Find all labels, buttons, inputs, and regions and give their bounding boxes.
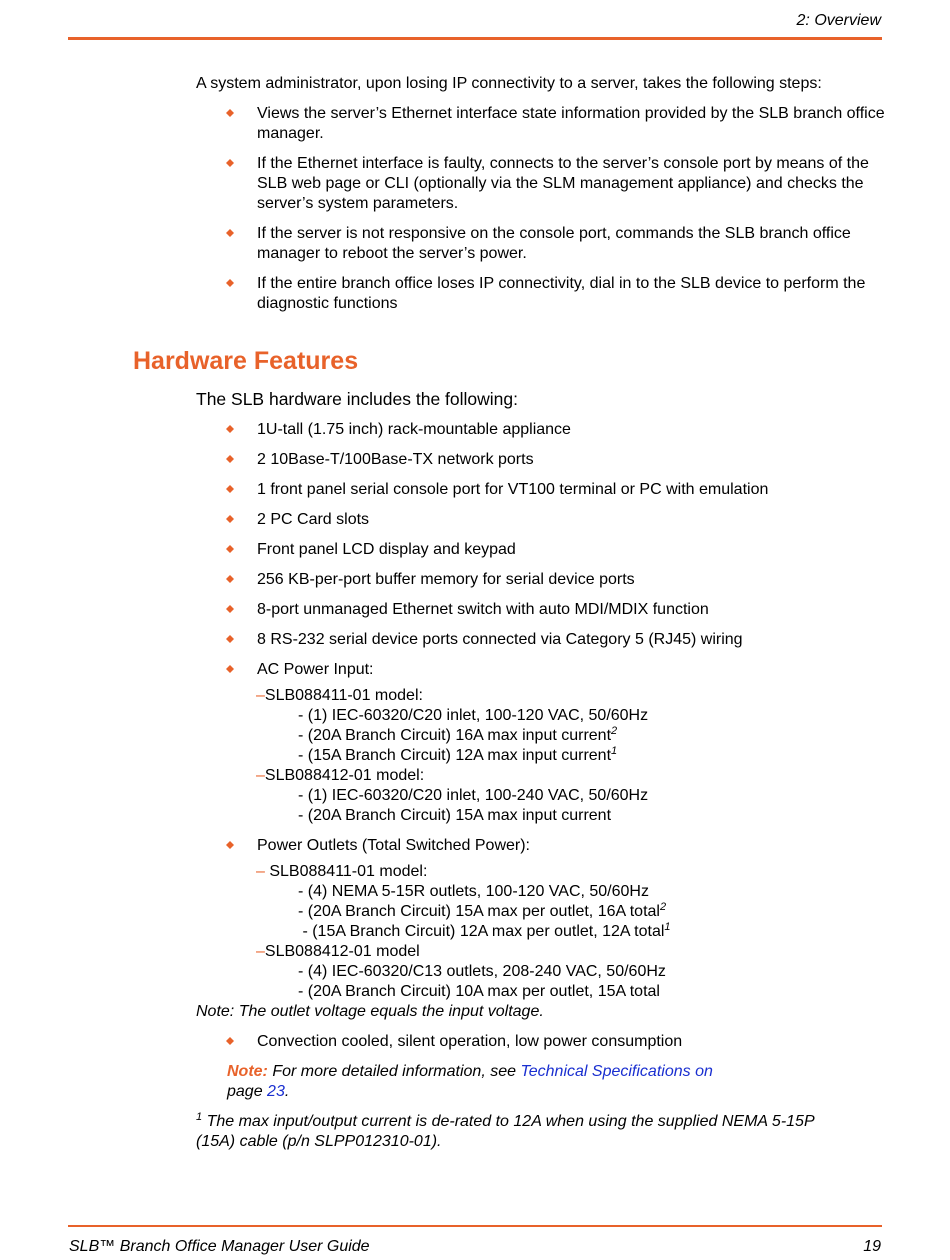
model-name: SLB088412-01 model: — [264, 767, 425, 784]
page-prefix: page — [227, 1083, 268, 1100]
spec-line — [257, 746, 886, 766]
diamond-bullet-icon — [226, 605, 234, 613]
spec-text: - (1) IEC-60320/C20 inlet, 100-120 VAC, 50/60Hz — [298, 707, 649, 724]
list-item — [257, 274, 886, 314]
feature-text: 2 10Base-T/100Base-TX network ports — [257, 451, 534, 468]
diamond-bullet-icon — [226, 455, 234, 463]
step-text: If the server is not responsive on the console port, commands the SLB branch office manager to reboot the server’s power. — [257, 225, 851, 262]
diamond-bullet-icon — [226, 1037, 234, 1045]
model-name: SLB088411-01 model: — [264, 687, 423, 704]
intro-section — [196, 74, 886, 324]
outlet-voltage-note: Note: The outlet voltage equals the input voltage. — [196, 1003, 544, 1020]
feature-text: Convection cooled, silent operation, low power consumption — [257, 1033, 683, 1050]
dash-marker: – — [256, 943, 265, 960]
footnote — [196, 1112, 836, 1152]
model-name-line — [257, 942, 886, 962]
diamond-bullet-icon — [226, 575, 234, 583]
model-name-line — [257, 686, 886, 706]
list-item — [257, 224, 886, 264]
list-item — [257, 540, 886, 560]
power-outlets-label: Power Outlets (Total Switched Power): — [257, 837, 530, 854]
hardware-features-list — [196, 420, 886, 1052]
dash-marker: – — [256, 767, 265, 784]
list-item — [257, 480, 886, 500]
footnote-text: The max input/output current is de-rated to 12A when using the supplied NEMA 5-15P (15A) cable (p/n SLPP012310-01). — [196, 1113, 815, 1150]
list-item — [257, 570, 886, 590]
feature-text: Front panel LCD display and keypad — [257, 541, 516, 558]
diamond-bullet-icon — [226, 279, 234, 287]
model-entry — [257, 862, 886, 942]
diamond-bullet-icon — [226, 635, 234, 643]
spec-line — [257, 922, 886, 942]
diamond-bullet-icon — [226, 485, 234, 493]
list-item — [257, 630, 886, 650]
spec-line — [257, 962, 886, 982]
step-text: If the Ethernet interface is faulty, connects to the server’s console port by means of the SLB web page or CLI (optionally via the SLM management appliance) and checks the server’s system parameters. — [257, 155, 869, 212]
list-item — [257, 104, 886, 144]
footnote-ref: 1 — [664, 921, 671, 933]
diamond-bullet-icon — [226, 665, 234, 673]
feature-text: 1U-tall (1.75 inch) rack-mountable appliance — [257, 421, 571, 438]
spec-line — [257, 706, 886, 726]
spec-text: - (20A Branch Circuit) 15A max input current — [298, 807, 612, 824]
diamond-bullet-icon — [226, 425, 234, 433]
footnote-container — [196, 1111, 886, 1152]
note-suffix: . — [284, 1083, 290, 1100]
ac-power-models — [257, 686, 886, 826]
feature-text: 8 RS-232 serial device ports connected via Category 5 (RJ45) wiring — [257, 631, 743, 648]
ac-power-label: AC Power Input: — [257, 661, 374, 678]
diamond-bullet-icon — [226, 841, 234, 849]
footnote-ref: 2 — [611, 725, 618, 737]
spec-text: - (20A Branch Circuit) 15A max per outlet, 16A total — [298, 903, 660, 920]
spec-line — [257, 902, 886, 922]
spec-line — [257, 786, 886, 806]
list-item — [257, 510, 886, 530]
spec-line — [257, 726, 886, 746]
footer-rule — [68, 1225, 882, 1227]
hardware-section — [196, 389, 886, 1152]
dash-marker: – — [256, 863, 265, 880]
intro-lead: A system administrator, upon losing IP connectivity to a server, takes the following steps: — [196, 75, 822, 92]
feature-text: 1 front panel serial console port for VT100 terminal or PC with emulation — [257, 481, 769, 498]
model-entry — [257, 942, 886, 1002]
spec-text: - (4) IEC-60320/C13 outlets, 208-240 VAC, 50/60Hz — [298, 963, 666, 980]
list-item — [257, 1032, 886, 1052]
model-name-line — [257, 862, 886, 882]
hardware-lead: The SLB hardware includes the following: — [196, 389, 518, 409]
model-name-line — [257, 766, 886, 786]
model-entry — [257, 766, 886, 826]
list-item — [257, 154, 886, 214]
list-item — [257, 600, 886, 620]
page-link[interactable]: 23 — [267, 1083, 285, 1100]
more-info-note — [227, 1062, 767, 1102]
spec-line — [257, 806, 886, 826]
diamond-bullet-icon — [226, 515, 234, 523]
step-text: If the entire branch office loses IP connectivity, dial in to the SLB device to perform the diagnostic functions — [257, 275, 866, 312]
diamond-bullet-icon — [226, 229, 234, 237]
note-text: For more detailed information, see — [267, 1063, 521, 1080]
step-text: Views the server’s Ethernet interface state information provided by the SLB branch office manager. — [257, 105, 885, 142]
footnote-wrapper — [196, 1112, 886, 1152]
spec-line — [257, 882, 886, 902]
spec-text: - (4) NEMA 5-15R outlets, 100-120 VAC, 50/60Hz — [298, 883, 649, 900]
power-outlets-item — [196, 836, 886, 1022]
list-item — [257, 450, 886, 470]
footnote-ref: 1 — [611, 745, 618, 757]
diamond-bullet-icon — [226, 545, 234, 553]
spec-text: - (20A Branch Circuit) 10A max per outlet, 15A total — [298, 983, 660, 1000]
spec-text: - (20A Branch Circuit) 16A max input current — [298, 727, 612, 744]
intro-steps-list — [196, 104, 886, 314]
header-rule — [68, 37, 882, 40]
footnote-mark: 1 — [196, 1111, 203, 1123]
spec-line — [257, 982, 886, 1002]
ac-power-item — [257, 660, 886, 826]
tech-specs-link[interactable]: Technical Specifications on — [520, 1063, 713, 1080]
feature-text: 8-port unmanaged Ethernet switch with auto MDI/MDIX function — [257, 601, 709, 618]
running-header: 2: Overview — [796, 12, 881, 29]
feature-text: 256 KB-per-port buffer memory for serial device ports — [257, 571, 635, 588]
footnote-ref: 2 — [659, 901, 667, 913]
page-number: 19 — [863, 1238, 881, 1255]
power-outlets-models — [257, 862, 886, 1002]
note-label: Note: — [227, 1063, 268, 1080]
diamond-bullet-icon — [226, 109, 234, 117]
diamond-bullet-icon — [226, 159, 234, 167]
spec-text: - (1) IEC-60320/C20 inlet, 100-240 VAC, 50/60Hz — [298, 787, 649, 804]
list-item — [257, 420, 886, 440]
section-heading: Hardware Features — [133, 347, 359, 375]
footer-title: SLB™ Branch Office Manager User Guide — [69, 1238, 370, 1255]
feature-text: 2 PC Card slots — [257, 511, 370, 528]
model-name: SLB088411-01 model: — [264, 863, 428, 880]
model-entry — [257, 686, 886, 766]
spec-text: - (15A Branch Circuit) 12A max input current — [298, 747, 612, 764]
model-name: SLB088412-01 model — [264, 943, 420, 960]
spec-text: - (15A Branch Circuit) 12A max per outlet, 12A total — [298, 923, 665, 940]
dash-marker: – — [256, 687, 265, 704]
